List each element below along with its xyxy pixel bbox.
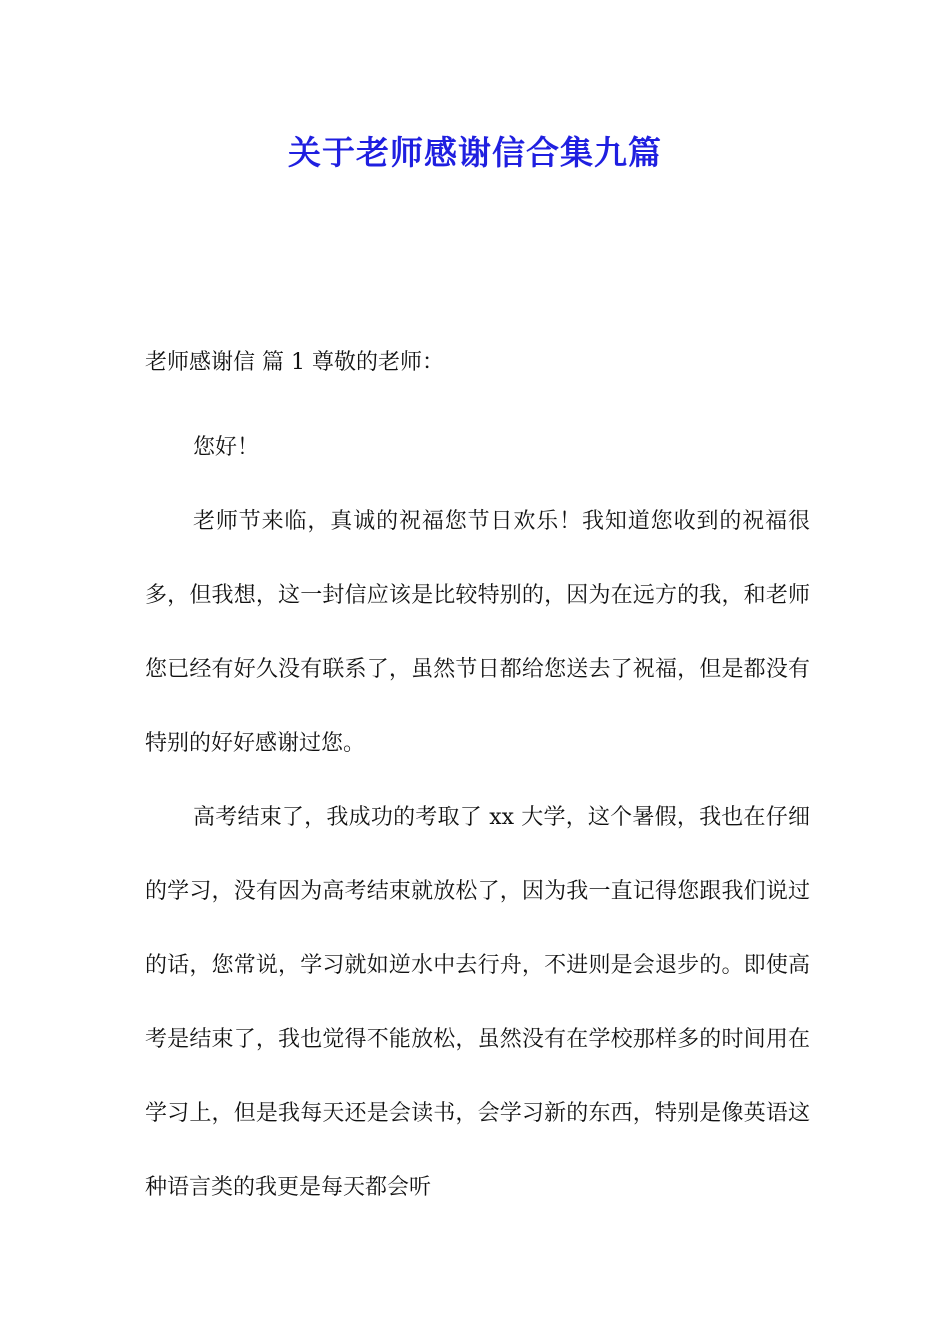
section-heading: 老师感谢信 篇 1 尊敬的老师： bbox=[145, 350, 444, 375]
document-title: 关于老师感谢信合集九篇 bbox=[288, 133, 662, 172]
greeting: 您好！ bbox=[193, 435, 260, 460]
paragraph: 老师节来临，真诚的祝福您节日欢乐！我知道您收到的祝福很多，但我想，这一封信应该是比较特别的，因为在远方的我，和老师您已经有好久没有联系了，虽然节日都给您送去了祝福，但是都没有特别的好好感谢过您。 bbox=[145, 509, 810, 756]
paragraph: 高考结束了，我成功的考取了 xx 大学，这个暑假，我也在仔细的学习，没有因为高考结束就放松了，因为我一直记得您跟我们说过的话，您常说，学习就如逆水中去行舟，不进则是会退步的。即使高考是结束了，我也觉得不能放松，虽然没有在学校那样多的时间用在学习上，但是我每天还是会读书，会学习新的东西，特别是像英语这种语言类的我更是每天都会听 bbox=[145, 805, 810, 1200]
letter-body bbox=[145, 338, 810, 1225]
